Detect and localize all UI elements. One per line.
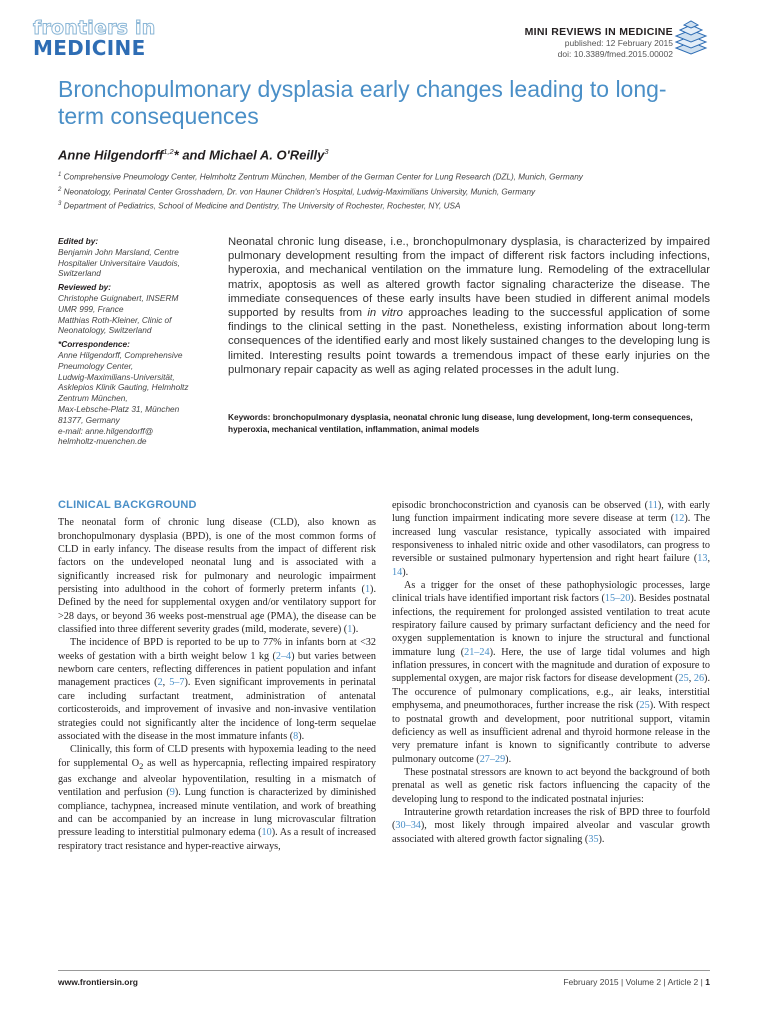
footer-separator: |	[700, 977, 703, 987]
edited-by-label: Edited by:	[58, 236, 99, 246]
text: The neonatal form of chronic lung disease (CLD), also known as bronchopulmonary dysplasia (BPD), is one of the most common forms of CLD in early infancy. The disease results from the impact of different risk factors on the undeveloped neonatal lung and is associated with a significantly increased risk for pulmonary and neurologic impairment persisting into adulthood in the cohort of formerly preterm infants (	[58, 517, 376, 596]
affiliation-item	[58, 198, 738, 213]
article-type: MINI REVIEWS IN MEDICINE	[524, 26, 673, 38]
citation-link[interactable]: 5–7	[169, 677, 185, 689]
paragraph	[392, 499, 710, 579]
citation-link[interactable]: 10	[261, 827, 272, 839]
correspondence-line: Max-Lebsche-Platz 31, München	[58, 403, 180, 414]
text: ).	[352, 624, 359, 636]
email-link[interactable]: e-mail: anne.hilgendorff@	[58, 425, 154, 436]
correspondence-line: Ludwig-Maximilians-Universität,	[58, 371, 175, 382]
affiliations	[58, 169, 738, 213]
email-link[interactable]: helmholtz-muenchen.de	[58, 436, 147, 447]
affiliation-number: 2	[58, 186, 62, 193]
text: ). As a result of increased respiratory tract resistance and hyper-reactive airways,	[58, 827, 376, 852]
citation-link[interactable]: 1	[347, 624, 353, 636]
footer-date: February 2015	[563, 977, 619, 987]
editor-line: Benjamin John Marsland, Centre	[58, 246, 179, 257]
logo-top-text: frontiers in	[33, 17, 156, 39]
text: ), with early lung function impairment indicating more severe disease at term (	[392, 500, 710, 525]
citation-link[interactable]: 21–24	[464, 646, 490, 658]
correspondence-line: Pneumology Center,	[58, 360, 134, 371]
citation-link[interactable]: 26	[693, 673, 705, 685]
paragraph	[392, 806, 710, 846]
text: ).	[505, 753, 512, 765]
footer-meta	[563, 977, 710, 987]
page-number: 1	[705, 977, 710, 987]
affiliation-number: 1	[58, 172, 62, 178]
body-column-right	[392, 499, 710, 846]
citation-link[interactable]: 11	[648, 500, 658, 511]
article-meta	[413, 26, 673, 60]
text: ,	[162, 677, 170, 689]
affiliation-text: Comprehensive Pneumology Center, Helmholtz Zentrum München, Member of the German Center for Lung Research (DZL), Munich, Germany	[63, 172, 583, 182]
citation-link[interactable]: 2	[157, 677, 163, 689]
paragraph	[392, 579, 710, 766]
body-column-left	[58, 499, 376, 853]
reviewer-line: Christophe Guignabert, INSERM	[58, 292, 179, 303]
doi[interactable]: doi: 10.3389/fmed.2015.00002	[557, 49, 673, 59]
text: ). Here, the use of large tidal volumes and high inflation pressures, in concert with the magnitude and duration of exposure to supplemental oxygen, are major risk factors for disease development (	[392, 646, 711, 685]
text: ). Besides postnatal infections, the requirement for prolonged assisted ventilation to treat acute respiratory failure caused by primary surfactant deficiency and the need for oxygen supplementation is known to injure the structural and functional immature lung (	[392, 593, 710, 658]
citation-link[interactable]: 12	[674, 513, 685, 525]
text: ).	[402, 566, 409, 578]
citation-link[interactable]: 8	[293, 730, 299, 742]
citation-link[interactable]: 15–20	[604, 593, 631, 605]
abstract	[228, 235, 710, 377]
paragraph	[58, 743, 376, 853]
footer-separator: |	[621, 977, 624, 987]
journal-logo	[33, 18, 163, 58]
subscript: 2	[139, 760, 144, 771]
affiliation-number: 3	[58, 201, 62, 208]
author-2-affil: 3	[324, 147, 329, 156]
citation-link[interactable]: 25	[639, 700, 650, 712]
correspondence-line: Asklepios Klinik Gauting, Helmholtz	[58, 382, 189, 393]
correspondence-line: 81377, Germany	[58, 414, 120, 425]
citation-link[interactable]: 1	[364, 584, 371, 596]
text: ).	[298, 730, 305, 742]
footer-divider	[58, 970, 710, 971]
reviewer-line: Matthias Roth-Kleiner, Clinic of	[58, 314, 172, 325]
author-2[interactable]: Michael A. O'Reilly	[209, 147, 325, 163]
citation-link[interactable]: 9	[169, 787, 175, 799]
text: ). Defined by the need for supplemental oxygen and/or ventilatory support for >28 days, or beyond 36 weeks post-menstrual age (PMA), the disease can be classified into three different severity grades (mild, moderate, severe) (	[58, 584, 376, 636]
reviewer-line: Neonatology, Switzerland	[58, 325, 152, 336]
text: ), most likely through impaired alveolar and vascular growth associated with altered growth factor signaling (	[392, 820, 710, 845]
published-date: published: 12 February 2015	[564, 38, 673, 48]
text: ).	[598, 833, 605, 845]
article-title: Bronchopulmonary dysplasia early changes leading to long-term consequences	[58, 76, 667, 129]
citation-link[interactable]: 13	[697, 553, 708, 565]
abstract-text: Neonatal chronic lung disease, i.e., bronchopulmonary dysplasia, is characterized by impaired pulmonary development resulting from the impact of different risk factors including infections, hyperoxia, and mechanical ventilation on the immature lung. Remodeling of the extracellular matrix, apoptosis as well as altered growth factor signaling characterize the disease. The immediate consequences of these early insults have been studied in different animal models supported by results from	[228, 236, 710, 320]
keywords-label: Keywords:	[228, 412, 271, 422]
citation-link[interactable]: 25	[678, 673, 689, 685]
reviewer-line: UMR 999, France	[58, 303, 124, 314]
text: ). With respect to postnatal growth and development, poor nutritional support, vitamin deficiency as well as insufficient adrenal and thyroid hormone release in the very premature infant is known to significantly contribute to adverse pulmonary outcome (	[392, 700, 710, 765]
keywords	[228, 411, 710, 435]
abstract-text: approaches leading to the successful application of some findings to the clinical setting in the past. Nonetheless, existing information about long-term consequences of the identified early and most likely sustained changes to the developing lung is limited. Interesting results point towards a tremendous impact of these early injuries on the pulmonary repair capacity as well as aging related processes in the adult lung.	[228, 307, 710, 376]
footer-volume: Volume 2	[625, 977, 662, 987]
reviewed-by-label: Reviewed by:	[58, 282, 112, 293]
affiliation-text: Department of Pediatrics, School of Medicine and Dentistry, The University of Rochester, Rochester, NY, USA	[63, 202, 461, 212]
paragraph	[58, 636, 376, 743]
text: ,	[707, 553, 710, 565]
paragraph	[58, 516, 376, 636]
editor-line: Hospitalier Universitaire Vaudois,	[58, 257, 180, 268]
paragraph: These postnatal stressors are known to act beyond the background of both prenatal as well as genetic risk factors influencing the capacity of the developing lung to respond to the indicated postnatal injuries:	[392, 766, 710, 805]
affiliation-text: Neonatology, Perinatal Center Grosshadern, Dr. von Hauner Children's Hospital, Ludwig-Maximilians University, Munich, Germany	[63, 187, 536, 197]
text: ). The occurence of pulmonary complications, e.g., air leaks, interstitial emphysema, and pneumothoraces, further increase the risk (	[392, 673, 710, 712]
section-heading: CLINICAL BACKGROUND	[58, 499, 197, 511]
text: ). Even significant improvements in perinatal care including surfactant treatment, administration of antenatal corticosteroids, and improvement of invasive and non-invasive ventilation strategies could not significantly alter the incidence of long-term sequelae associated with the disease in the most immature infants (	[58, 677, 377, 742]
keywords-text: bronchopulmonary dysplasia, neonatal chronic lung disease, lung development, long-term consequences, hyperoxia, mechanical ventilation, inflammation, animal models	[228, 412, 693, 434]
text: Clinically, this form of CLD presents with hypoxemia leading to the need for supplemental O	[58, 744, 376, 769]
correspondence-label: *Correspondence:	[58, 339, 130, 350]
footer-site-link[interactable]: www.frontiersin.org	[58, 977, 138, 987]
text: ). Lung function is characterized by diminished compliance, tachypnea, increased minute ventilation, and work of breathing and can be accompanied by an increase in lung microvascular filtration pressure leading to interstitial pulmonary edema (	[58, 787, 376, 839]
author-line	[58, 147, 329, 162]
text: ) but varies between newborn care centers, reflecting differences in patient population and infant management practices (	[58, 650, 376, 689]
citation-link[interactable]: 30–34	[395, 820, 421, 832]
text: ,	[688, 673, 694, 685]
footer-article: Article 2	[667, 977, 699, 987]
text: As a trigger for the onset of these pathophysiologic processes, large clinical trials have identified important risk factors (	[392, 580, 710, 605]
text: episodic bronchoconstriction and cyanosis can be observed (	[392, 500, 649, 511]
editor-line: Switzerland	[58, 268, 101, 279]
author-1[interactable]: Anne Hilgendorff	[58, 147, 164, 163]
text: as well as hypercapnia, reflecting impaired respiratory gas exchange and alveolar hypoventilation, resulting in a mismatch of ventilation and perfusion (	[58, 757, 376, 799]
footer-separator: |	[663, 977, 666, 987]
citation-link[interactable]: 27–29	[479, 753, 506, 765]
correspondence-line: Zentrum München,	[58, 393, 128, 404]
affiliation-item	[58, 169, 738, 184]
text: ). The increased lung vascular resistance, typically associated with impaired responsiveness to inhaled nitric oxide and other vasodilators, can progress to reversible or sustained pulmonary hypertension and right heart failure (	[392, 513, 711, 565]
abstract-italic: in vitro	[367, 307, 403, 320]
editorial-sidebar	[58, 233, 208, 447]
text: The incidence of BPD is reported to be up to 77% in infants born at <32 weeks of gestation with a birth weight below 1 kg (	[58, 637, 376, 662]
text: Intrauterine growth retardation increases the risk of BPD three to fourfold (	[392, 806, 710, 832]
corresponding-mark: *	[173, 147, 179, 163]
citation-link[interactable]: 2–4	[275, 650, 292, 662]
citation-link[interactable]: 14	[392, 566, 403, 578]
logo-bottom-text: MEDICINE	[33, 36, 146, 60]
author-and: and	[182, 147, 206, 163]
affiliation-item	[58, 184, 738, 199]
correspondence-line: Anne Hilgendorff, Comprehensive	[58, 349, 183, 360]
citation-link[interactable]: 35	[588, 833, 599, 845]
author-1-affil: 1,2	[163, 147, 174, 156]
stacked-layers-icon	[672, 18, 710, 58]
